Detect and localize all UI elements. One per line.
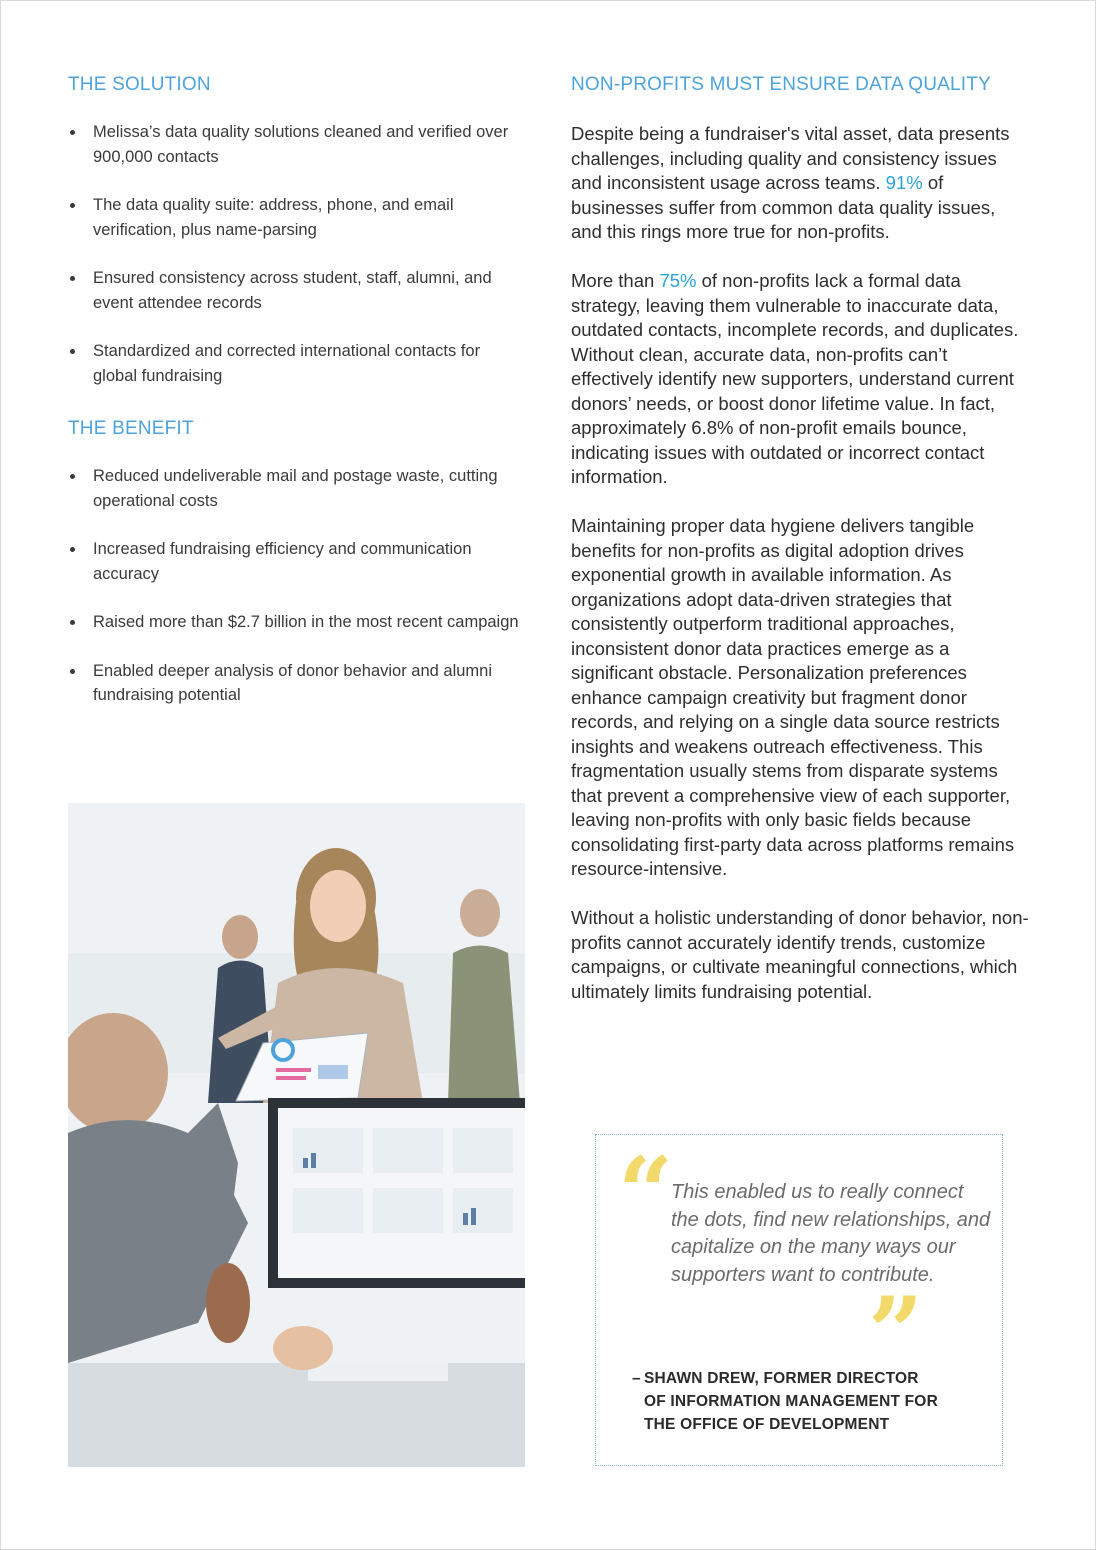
paragraph-text: of businesses suffer from common data quality issues, and this rings more true for non-profits. (571, 172, 996, 242)
solution-list (68, 120, 528, 388)
open-quote-icon: “ (618, 1136, 674, 1249)
list-item: The data quality suite: address, phone, and email verification, plus name-parsing (68, 193, 528, 242)
paragraph-text: More than (571, 270, 660, 291)
list-item: Ensured consistency across student, staff, alumni, and event attendee records (68, 266, 528, 315)
right-column (571, 70, 1031, 1029)
attribution-line: OF INFORMATION MANAGEMENT FOR (644, 1393, 938, 1410)
paragraph-text: Despite being a fundraiser's vital asset, data presents challenges, including quality and consistency issues and inconsistent usage across teams. (571, 123, 1010, 193)
attribution-dash: – (632, 1370, 641, 1387)
paragraph-3: Maintaining proper data hygiene delivers tangible benefits for non-profits as digital adoption drives exponential growth in available information. As organizations adopt data-driven strategies that consistently outperform traditional approaches, inconsistent donor data practices emerge as a significant obstacle. Personalization preferences enhance campaign creativity but fragment donor records, and relying on a single data source restricts insights and weakens outreach effectiveness. This fragmentation usually stems from disparate systems that prevent a comprehensive view of each supporter, leaving non-profits with only basic fields because consolidating first-party data across platforms remains resource-intensive. (571, 515, 1015, 879)
paragraph-2 (571, 269, 1031, 490)
attribution-line: SHAWN DREW, FORMER DIRECTOR (644, 1370, 919, 1387)
paragraph-1 (571, 122, 1031, 245)
list-item: Reduced undeliverable mail and postage waste, cutting operational costs (68, 464, 528, 513)
right-heading: NON-PROFITS MUST ENSURE DATA QUALITY (571, 74, 991, 95)
solution-heading: THE SOLUTION (68, 74, 211, 95)
testimonial-quote-box (595, 1134, 1003, 1466)
photo-illustration (68, 803, 525, 1467)
benefit-list (68, 464, 528, 708)
benefit-heading: THE BENEFIT (68, 418, 194, 439)
quote-attribution (632, 1367, 972, 1436)
paragraph-text: of non-profits lack a formal data strategy, leaving them vulnerable to inaccurate data, outdated contacts, incomplete records, and duplicates. Without clean, accurate data, non-profits can’t effectively identify new supporters, understand current donors’ needs, or boost donor lifetime value. In fact, approximately 6.8% of non-profit emails bounce, indicating issues with outdated or incorrect contact information. (571, 270, 1019, 487)
attribution-line: THE OFFICE OF DEVELOPMENT (644, 1416, 890, 1433)
paragraph-4: Without a holistic understanding of donor behavior, non-profits cannot accurately identify trends, customize campaigns, or cultivate meaningful connections, which ultimately limits fundraising potential. (571, 907, 1029, 1002)
list-item: Melissa’s data quality solutions cleaned and verified over 900,000 contacts (68, 120, 528, 169)
stat-highlight: 91% (885, 172, 923, 193)
list-item: Increased fundraising efficiency and communication accuracy (68, 537, 528, 586)
list-item: Enabled deeper analysis of donor behavior and alumni fundraising potential (68, 659, 528, 708)
left-column (68, 70, 528, 732)
office-meeting-photo (68, 803, 525, 1467)
list-item: Raised more than $2.7 billion in the most recent campaign (68, 610, 528, 635)
stat-highlight: 75% (659, 270, 697, 291)
list-item: Standardized and corrected international contacts for global fundraising (68, 339, 528, 388)
quote-text: This enabled us to really connect the dots, find new relationships, and capitalize on the many ways our supporters want to contribute. (671, 1181, 991, 1286)
close-quote-icon: ” (868, 1276, 924, 1389)
